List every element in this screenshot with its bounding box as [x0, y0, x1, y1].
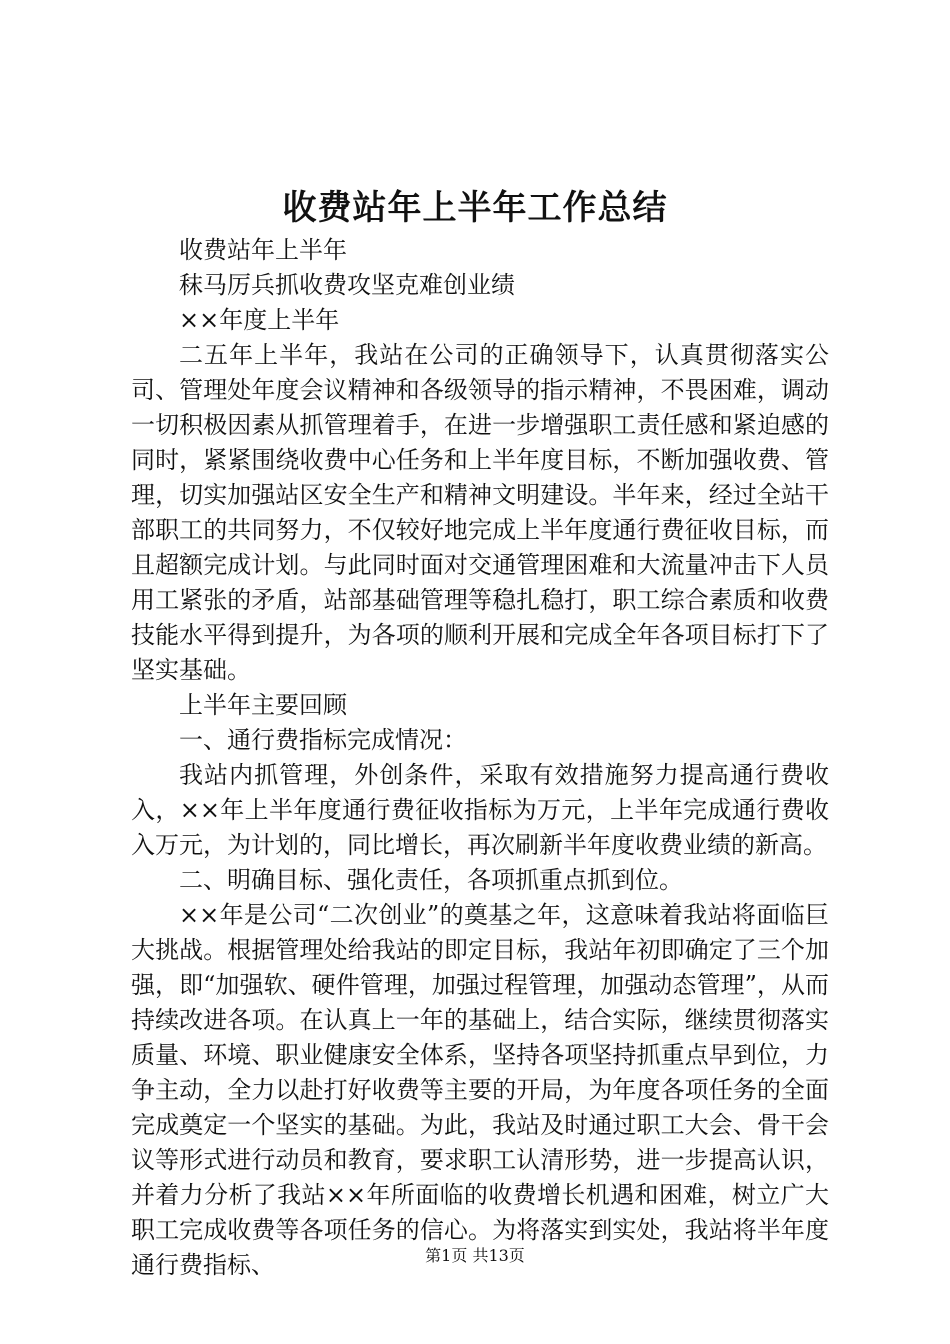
- document-title: 收费站年上半年工作总结: [282, 188, 668, 228]
- paragraph-period: ××年度上半年: [179, 306, 340, 334]
- paragraph-goals: ××年是公司“二次创业”的奠基之年，这意味着我站将面临巨大挑战。根据管理处给我站的即定目标，我站年初即确定了三个加强，即“加强软、硬件管理，加强过程管理，加强动态管理”，从而持续改进各项。在认真上一年的基础上，结合实际，继续贯彻落实质量、环境、职业健康安全体系，坚持各项坚持抓重点早到位，力争主动，全力以赴打好收费等主要的开局，为年度各项任务的全面完成奠定一个坚实的基础。为此，我站及时通过职工大会、骨干会议等形式进行动员和教育，要求职工认清形势，进一步提高认识，并着力分析了我站××年所面临的收费增长机遇和困难，树立广大职工完成收费等各项任务的信心。为将落实到实处，我站将半年度通行费指标、: [131, 901, 829, 1279]
- section-heading-review: 上半年主要回顾: [179, 691, 347, 719]
- section-heading-two: 二、明确目标、强化责任，各项抓重点抓到位。: [179, 866, 683, 894]
- page-footer: 第1页 共13页: [425, 1246, 525, 1265]
- paragraph-toll-completion: 我站内抓管理，外创条件，采取有效措施努力提高通行费收入，××年上半年度通行费征收指标为万元，上半年完成通行费收入万元，为计划的，同比增长，再次刷新半年度收费业绩的新高。: [131, 761, 829, 859]
- section-heading-one: 一、通行费指标完成情况：: [179, 726, 467, 754]
- paragraph-slogan: 秣马厉兵抓收费攻坚克难创业绩: [179, 271, 515, 299]
- paragraph-subtitle: 收费站年上半年: [179, 236, 347, 264]
- paragraph-intro: 二五年上半年，我站在公司的正确领导下，认真贯彻落实公司、管理处年度会议精神和各级领导的指示精神，不畏困难，调动一切积极因素从抓管理着手，在进一步增强职工责任感和紧迫感的同时，紧紧围绕收费中心任务和上半年度目标，不断加强收费、管理，切实加强站区安全生产和精神文明建设。半年来，经过全站干部职工的共同努力，不仅较好地完成上半年度通行费征收目标，而且超额完成计划。与此同时面对交通管理困难和大流量冲击下人员用工紧张的矛盾，站部基础管理等稳扎稳打，职工综合素质和收费技能水平得到提升，为各项的顺利开展和完成全年各项目标打下了坚实基础。: [131, 341, 829, 684]
- document-body: [131, 233, 829, 1283]
